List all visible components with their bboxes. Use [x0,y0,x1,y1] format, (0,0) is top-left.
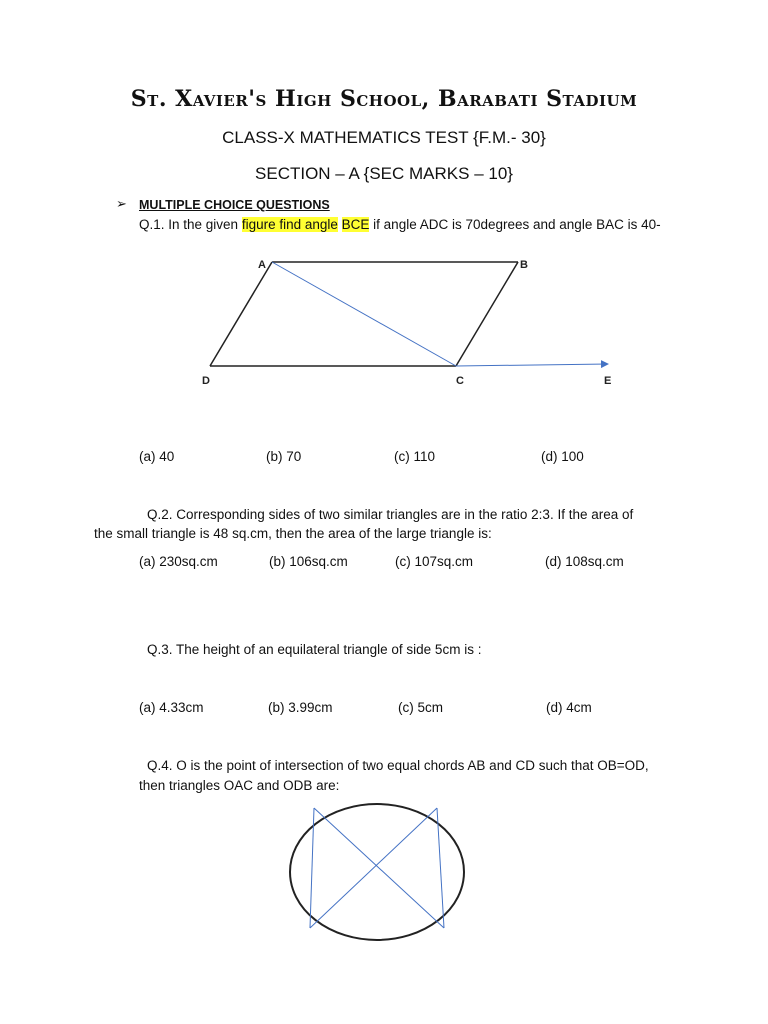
question-3-text: Q.3. The height of an equilateral triangle of side 5cm is : [147,642,482,657]
q2-option-a: (a) 230sq.cm [139,554,218,569]
label-d: D [202,375,210,387]
q3-option-b: (b) 3.99cm [268,700,333,715]
q1-option-d: (d) 100 [541,449,584,464]
q3-option-d: (d) 4cm [546,700,592,715]
chord-cd [310,808,437,928]
q2-option-c: (c) 107sq.cm [395,554,474,569]
q1-option-b: (b) 70 [266,449,302,464]
school-title: St. Xavier's High School, Barabati Stadium [130,86,638,112]
q1-prefix: Q.1. In the given [139,217,242,232]
question-4-line-2: then triangles OAC and ODB are: [139,778,340,793]
section-title: SECTION – A {SEC MARKS – 10} [255,164,513,183]
test-title: CLASS-X MATHEMATICS TEST {F.M.- 30} [222,128,546,147]
question-4-line-1: Q.4. O is the point of intersection of two equal chords AB and CD such that OB=OD, [147,758,649,773]
q3-option-a: (a) 4.33cm [139,700,204,715]
arrow-bullet-icon: ➢ [116,196,127,211]
q1-highlight-1: figure find angle [241,217,338,232]
label-c: C [456,375,464,387]
q1-option-a: (a) 40 [139,449,175,464]
q3-option-c: (c) 5cm [398,700,443,715]
q2-option-b: (b) 106sq.cm [269,554,348,569]
q1-suffix: if angle ADC is 70degrees and angle BAC is 40- [369,217,661,232]
q1-highlight-2: BCE [341,217,370,232]
mcq-heading: MULTIPLE CHOICE QUESTIONS [139,198,330,212]
diagonal-ac [272,262,456,366]
q1-option-c: (c) 110 [394,449,436,464]
label-a: A [258,259,266,271]
label-e: E [604,375,612,387]
chord-ab [314,808,444,928]
side-bc [456,262,518,366]
q2-option-d: (d) 108sq.cm [545,554,624,569]
label-b: B [520,259,528,271]
ray-ce [456,364,608,366]
question-2-line-2: the small triangle is 48 sq.cm, then the area of the large triangle is: [94,526,492,541]
question-2-line-1: Q.2. Corresponding sides of two similar triangles are in the ratio 2:3. If the area of [147,507,634,522]
side-da [210,262,272,366]
